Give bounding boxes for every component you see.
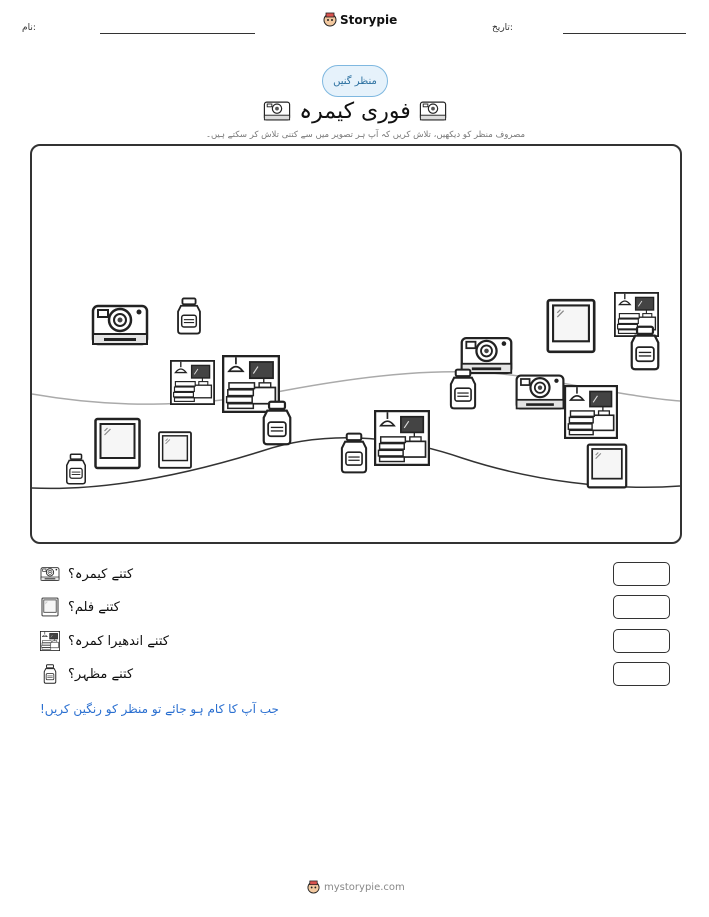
- film-icon: [40, 597, 60, 617]
- page-title: فوری کیمرہ: [299, 98, 411, 124]
- darkroom-icon: [374, 410, 430, 466]
- question-label: کتنے فلم؟: [68, 599, 120, 615]
- question-row: [40, 561, 133, 587]
- footer-url: mystorypie.com: [324, 881, 405, 893]
- jar-icon: [40, 664, 60, 684]
- jar-icon: [333, 432, 375, 474]
- answer-box[interactable]: [613, 662, 670, 686]
- question-row: [40, 661, 133, 687]
- name-line[interactable]: [100, 33, 255, 34]
- film-icon: [542, 297, 600, 355]
- scene-object[interactable]: [90, 295, 150, 359]
- scene-object[interactable]: [374, 410, 430, 470]
- film-icon: [90, 416, 145, 471]
- answer-box[interactable]: [613, 595, 670, 619]
- jar-icon: [442, 368, 484, 410]
- scene-object[interactable]: [60, 453, 92, 489]
- jar-icon: [622, 325, 668, 371]
- scene-object[interactable]: [564, 385, 618, 443]
- name-label: نام:: [22, 23, 36, 33]
- date-line[interactable]: [563, 33, 686, 34]
- camera-icon: [90, 295, 150, 355]
- answer-box[interactable]: [613, 562, 670, 586]
- instructions: مصروف منظر کو دیکھیں، تلاش کریں کہ آپ ہر تصویر میں سے کتنی تلاش کر سکتے ہیں۔: [205, 130, 525, 140]
- camera-icon: [419, 98, 447, 124]
- camera-icon: [263, 98, 291, 124]
- question-row: [40, 594, 120, 620]
- storypie-mascot-icon: [307, 880, 320, 894]
- darkroom-icon: [170, 360, 215, 405]
- brand-logo: [323, 12, 397, 27]
- storypie-mascot-icon: [323, 12, 337, 27]
- question-row: [40, 628, 169, 654]
- question-label: کتنے کیمرہ؟: [68, 566, 134, 582]
- scene-object[interactable]: [170, 360, 215, 409]
- film-icon: [583, 442, 631, 490]
- film-icon: [155, 430, 195, 470]
- scene-object[interactable]: [155, 430, 195, 474]
- footer: [307, 880, 405, 894]
- jar-icon: [254, 400, 300, 446]
- scene-object[interactable]: [90, 416, 145, 475]
- camera-icon: [514, 366, 566, 418]
- darkroom-icon: [40, 631, 60, 651]
- scene-object[interactable]: [170, 297, 208, 339]
- jar-icon: [170, 297, 208, 335]
- question-label: کتنے اندھیرا کمرہ؟: [68, 633, 169, 649]
- brand-name: Storypie: [340, 12, 398, 27]
- scene-object[interactable]: [583, 442, 631, 494]
- date-label: تاریخ:: [492, 23, 513, 33]
- question-label: کتنے مظہر؟: [68, 666, 134, 682]
- finish-instruction: جب آپ کا کام ہو جائے تو منظر کو رنگین کریں!: [40, 702, 279, 716]
- scene-object[interactable]: [254, 400, 300, 450]
- darkroom-icon: [564, 385, 618, 439]
- scene-object[interactable]: [622, 325, 668, 375]
- scene-object[interactable]: [442, 368, 484, 414]
- category-badge: منظر گنیں: [322, 65, 388, 97]
- jar-icon: [60, 453, 92, 485]
- scene-object[interactable]: [514, 366, 566, 422]
- page-title-row: [255, 96, 455, 126]
- scene-object[interactable]: [542, 297, 600, 359]
- scene-object[interactable]: [333, 432, 375, 478]
- answer-box[interactable]: [613, 629, 670, 653]
- camera-icon: [40, 564, 60, 584]
